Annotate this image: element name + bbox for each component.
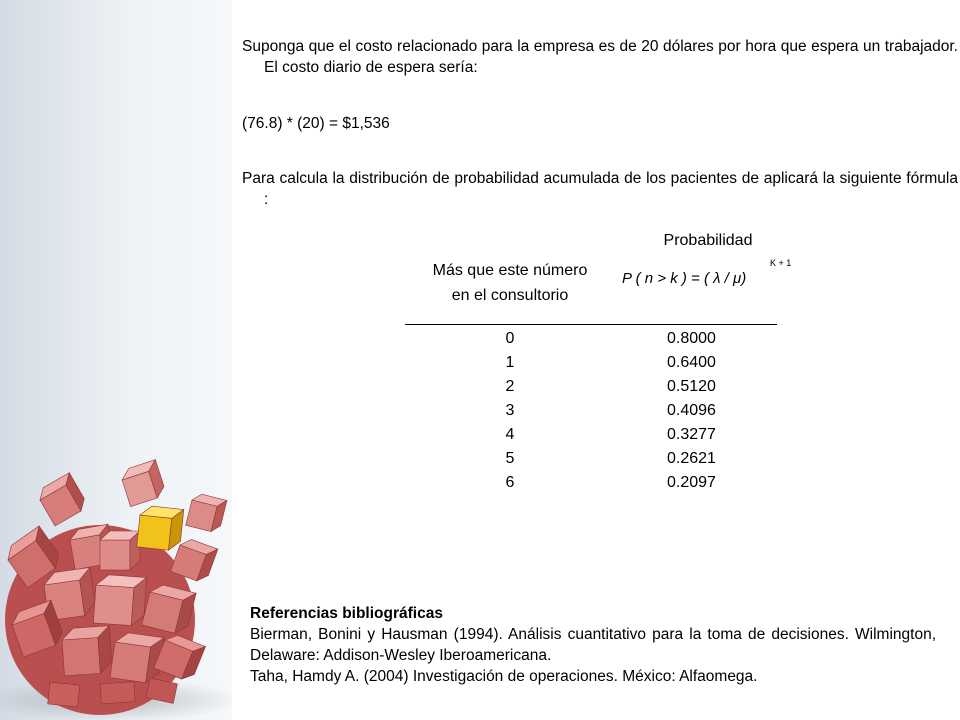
references-section: [250, 603, 936, 687]
cell-k: 4: [505, 426, 515, 443]
cell-probability: 0.2097: [667, 474, 716, 491]
table-row: [405, 402, 777, 426]
cell-k: 0: [505, 330, 515, 347]
table-row: [405, 354, 777, 378]
table-row: [405, 378, 777, 402]
table-row: [405, 450, 777, 474]
cell-k: 2: [505, 378, 515, 395]
reference-item: Bierman, Bonini y Hausman (1994). Análisis cuantitativo para la toma de decisiones. Wilmington, Delaware: Addison-Wesley Iberoamericana.: [250, 626, 936, 664]
cube-sphere-illustration: [0, 0, 232, 720]
probability-formula: [622, 258, 792, 306]
cell-probability: 0.4096: [667, 402, 716, 419]
references-title: Referencias bibliográficas: [250, 605, 443, 622]
reference-item: Taha, Hamdy A. (2004) Investigación de operaciones. México: Alfaomega.: [250, 668, 758, 685]
cell-probability: 0.5120: [667, 378, 716, 395]
decorative-sidebar: [0, 0, 232, 720]
cell-k: 3: [505, 402, 515, 419]
table-row: [405, 330, 777, 354]
paragraph-distribution: Para calcula la distribución de probabilidad acumulada de los pacientes de aplicará la siguiente fórmula :: [242, 170, 958, 208]
paragraph-calculation: (76.8) * (20) = $1,536: [242, 115, 390, 132]
table-header-count: [415, 258, 605, 308]
cell-probability: 0.8000: [667, 330, 716, 347]
cell-probability: 0.6400: [667, 354, 716, 371]
probability-table: [405, 226, 792, 496]
table-divider: [405, 324, 777, 325]
formula-exponent: K + 1: [770, 258, 792, 268]
cell-k: 5: [505, 450, 515, 467]
table-row: [405, 426, 777, 450]
cell-k: 6: [505, 474, 515, 491]
cell-probability: 0.2621: [667, 450, 716, 467]
paragraph-cost: Suponga que el costo relacionado para la empresa es de 20 dólares por hora que espera un trabajador. El costo diario de espera sería:: [242, 38, 958, 76]
table-header-probability: Probabilidad: [663, 232, 753, 249]
slide-content: [240, 0, 958, 720]
cell-k: 1: [505, 354, 515, 371]
cell-probability: 0.3277: [667, 426, 716, 443]
header-line-2: en el consultorio: [451, 287, 569, 304]
header-line-1: Más que este número: [432, 262, 588, 279]
table-row: [405, 474, 777, 498]
formula-main: P ( n > k ) = ( λ / μ): [622, 270, 747, 287]
